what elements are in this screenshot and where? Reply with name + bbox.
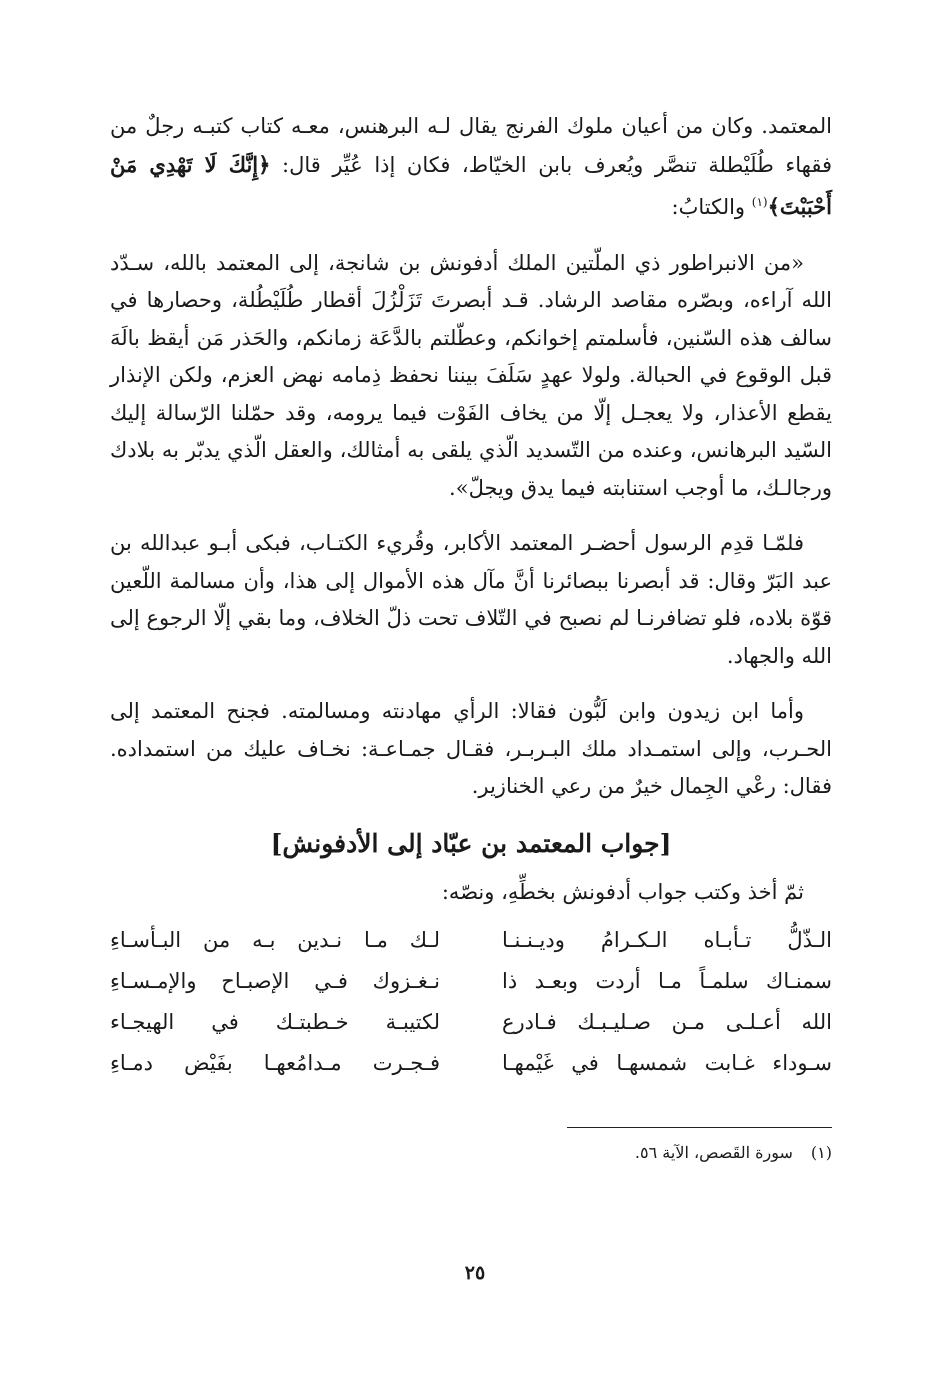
poem-verse — [110, 1042, 832, 1083]
paragraph-council: فلمّـا قدِم الرسول أحضـر المعتمد الأكابر، وقُريء الكتـاب، فبكى أبـو عبدالله بن عبد البَرّ وقال: قد أبصرنا ببصائرنا أنَّ مآل هذه الأموال إلى هذا، وأن مسالمة اللّعين قوّة بلاده، فلو تضافرنـا لم نصبح في التّلاف تحت ذلّ الخلاف، وما بقي إلّا الرجوع إلى الله والجهاد. — [110, 531, 832, 668]
poem-verse — [110, 1001, 832, 1042]
paragraph-opening — [110, 108, 832, 227]
page-number: ٢٥ — [464, 1262, 486, 1284]
footnote-text: سورة القَصص، الآية ٥٦. — [634, 1143, 793, 1162]
poem-verse — [110, 960, 832, 1001]
poem-verse — [110, 919, 832, 960]
paragraph-opening-tail: والكتابُ: — [671, 195, 752, 219]
section-heading: [جواب المعتمد بن عبّاد إلى الأدفونش] — [270, 828, 672, 858]
paragraph-opening-text: المعتمد. وكان من أعيان ملوك الفرنج يقال لـه البرهنس، معـه كتاب كتبـه رجلٌ من فقهاء طُلَيْطلة تنصَّر ويُعرف بابن الخيّاط، فكان إذا عُيِّر قال: — [110, 114, 832, 177]
verse-first-hemistich: الـذّلُّ تـأبـاه الـكـرامُ وديـنـنـا — [502, 927, 832, 952]
verse-first-hemistich: سـوداء غـابت شمسهـا في غَيْمهـا — [502, 1050, 832, 1075]
footnote — [110, 1140, 832, 1166]
verse-first-hemistich: الله أعـلـى مـن صـليـبـك فـادرع — [502, 1009, 832, 1034]
verse-second-hemistich: لكتيبـة خـطبتـك في الهيجـاء — [110, 1009, 440, 1034]
verse-second-hemistich: نـغـزوك فـي الإصبـاح والإمـسـاءِ — [110, 968, 440, 993]
footnote-divider — [567, 1127, 832, 1128]
paragraph-decision: وأما ابن زيدون وابن لَبُّون فقالا: الرأي مهادنته ومسالمته. فجنح المعتمد إلى الحـرب، وإلى استمـداد ملك البـربـر، فقـال جمـاعـة: نخـاف عليك من استمداده. فقال: رعْي الجِمال خيرٌ من رعي الخنازير. — [110, 699, 832, 798]
poem — [110, 919, 832, 1083]
verse-first-hemistich: سمنـاك سلمـاً مـا أردت وبعـد ذا — [502, 968, 832, 993]
poem-intro: ثمّ أخذ وكتب جواب أدفونش بخطِّهِ، ونصّه: — [441, 879, 804, 904]
footnote-reference[interactable]: (١) — [751, 195, 768, 209]
footnote-number: (١) — [810, 1143, 832, 1162]
quran-verse: ﴿إِنَّكَ لَا تَهْدِي مَنْ أَحْبَبْتَ﴾ — [110, 151, 832, 219]
verse-second-hemistich: فـجـرت مـدامُعهـا بفَيْض دمـاءِ — [110, 1050, 440, 1075]
paragraph-letter: «من الانبراطور ذي الملّتين الملك أدفونش بن شانجة، إلى المعتمد بالله، سـدّد الله آراءه، وبصّره مقاصد الرشاد. قـد أبصرتَ تَزَلْزُلَ أقطار طُلَيْطُلة، وحصارها في سالف هذه السّنين، فأسلمتم إخوانكم، وعطّلتم بالدَّعَة زمانكم، والحَذر مَن أيقظ بالَهَ قبل الوقوع في الحبالة. ولولا عهدٍ سَلَفَ بيننا نحفظ ذِمامه نهض العزم، ولكن الإنذار يقطع الأعذار، ولا يعجـل إلّا من يخاف الفَوْت فيما يرومه، وقد حمّلنا الرّسالة إليك السّيد البرهانس، وعنده من التّسديد الّذي يلقى به أمثالك، والعقل الّذي يدبّر به بلادك ورجالـك، ما أوجب استنابته فيما يدق ويجلّ». — [110, 250, 833, 500]
verse-second-hemistich: لـك مـا نـدين بـه من البـأسـاءِ — [110, 927, 440, 952]
